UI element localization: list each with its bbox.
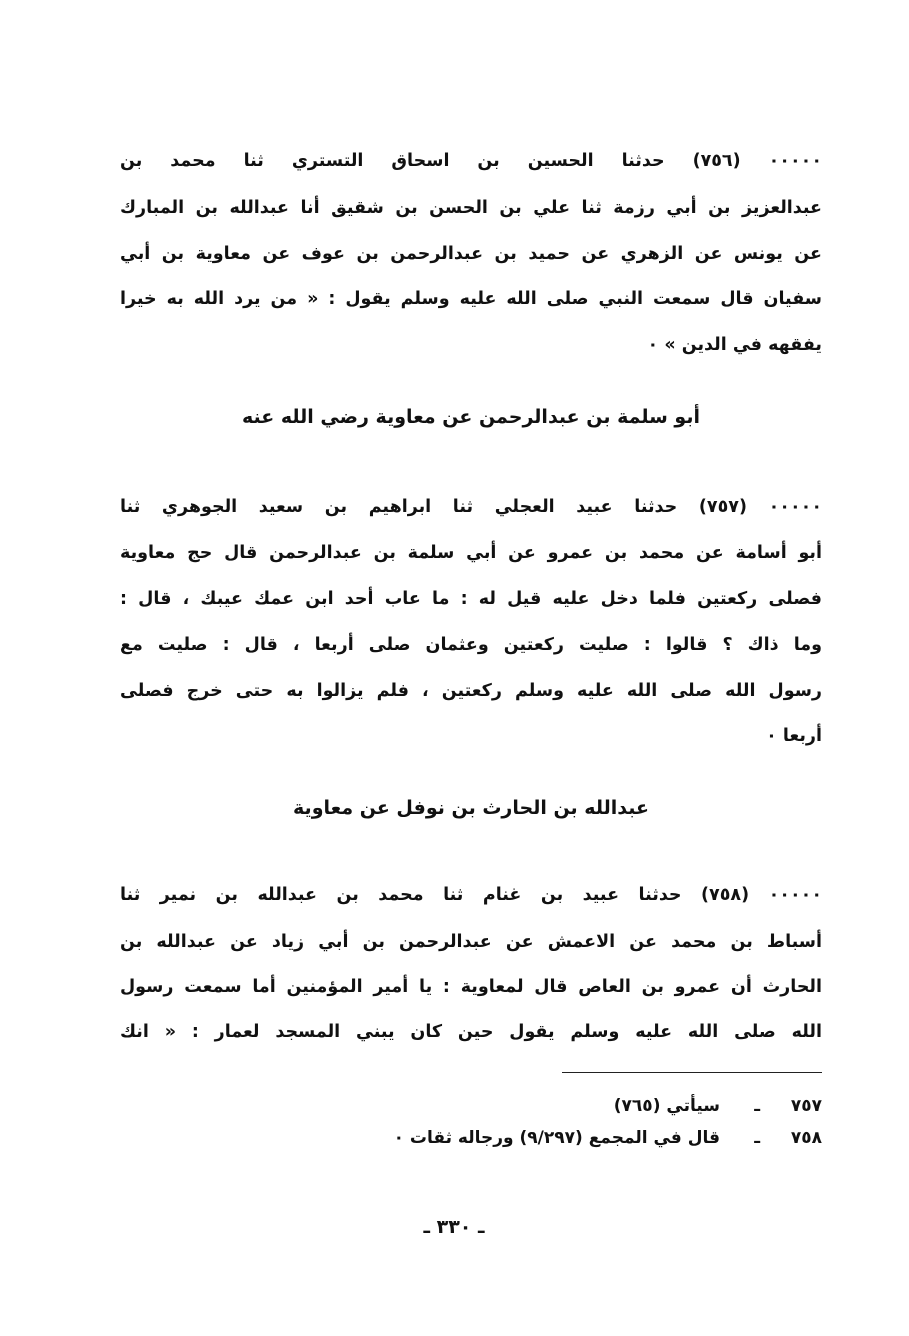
hadith-757-line-3: فصلى ركعتين فلما دخل عليه قيل له : ما عاب أحد ابن عمك عيبك ، قال :	[120, 589, 822, 609]
hadith-757-line-6: أربعا ٠	[766, 726, 822, 746]
footnote-dash: ـ	[754, 1128, 760, 1148]
hadith-756-line-5: يفقهه في الدين » ٠	[647, 335, 822, 355]
hadith-758-line-4: الله صلى الله عليه وسلم يقول حين كان يبني المسجد لعمار : « انك	[120, 1022, 822, 1042]
hadith-757-line-5: رسول الله صلى الله عليه وسلم ركعتين ، فلم يزالوا به حتى خرج فصلى	[120, 681, 822, 701]
section-heading-abdullah-bin-harith: عبدالله بن الحارث بن نوفل عن معاوية	[293, 797, 649, 819]
hadith-758-line-3: الحارث أن عمرو بن العاص قال لمعاوية : يا أمير المؤمنين أما سمعت رسول	[120, 977, 822, 997]
hadith-757-line-1: ٠٠٠٠٠ (٧٥٧) حدثنا عبيد العجلي ثنا ابراهيم بن سعيد الجوهري ثنا	[120, 497, 822, 517]
hadith-758-line-2: أسباط بن محمد عن الاعمش عن عبدالرحمن بن أبي زياد عن عبدالله بن	[120, 932, 822, 952]
hadith-758-line-1: ٠٠٠٠٠ (٧٥٨) حدثنا عبيد بن غنام ثنا محمد بن عبدالله بن نمير ثنا	[120, 885, 822, 905]
footnote-text: قال في المجمع (٩/٢٩٧) ورجاله ثقات ٠	[393, 1128, 720, 1148]
section-heading-abu-salama: أبو سلمة بن عبدالرحمن عن معاوية رضي الله عنه	[242, 406, 700, 428]
hadith-756-line-2: عبدالعزيز بن أبي رزمة ثنا علي بن الحسن بن شقيق أنا عبدالله بن المبارك	[120, 198, 822, 218]
hadith-756-line-1: ٠٠٠٠٠ (٧٥٦) حدثنا الحسين بن اسحاق التستري ثنا محمد بن	[120, 151, 822, 171]
footnote-text: سيأتي (٧٦٥)	[613, 1096, 720, 1116]
page-number: ـ ٣٣٠ ـ	[423, 1216, 485, 1238]
footnote-number: ٧٥٧	[790, 1096, 822, 1116]
hadith-756-line-4: سفيان قال سمعت النبي صلى الله عليه وسلم يقول : « من يرد الله به خيرا	[120, 289, 822, 309]
footnote-758	[300, 1124, 822, 1152]
footnote-number: ٧٥٨	[790, 1128, 822, 1148]
footnote-divider	[562, 1072, 822, 1073]
footnote-757	[300, 1092, 822, 1120]
hadith-756-line-3: عن يونس عن الزهري عن حميد بن عبدالرحمن بن عوف عن معاوية بن أبي	[120, 244, 822, 264]
footnote-dash: ـ	[754, 1096, 760, 1116]
hadith-757-line-2: أبو أسامة عن محمد بن عمرو عن أبي سلمة بن عبدالرحمن قال حج معاوية	[120, 543, 822, 563]
hadith-757-line-4: وما ذاك ؟ قالوا : صليت ركعتين وعثمان صلى أربعا ، قال : صليت مع	[120, 635, 822, 655]
